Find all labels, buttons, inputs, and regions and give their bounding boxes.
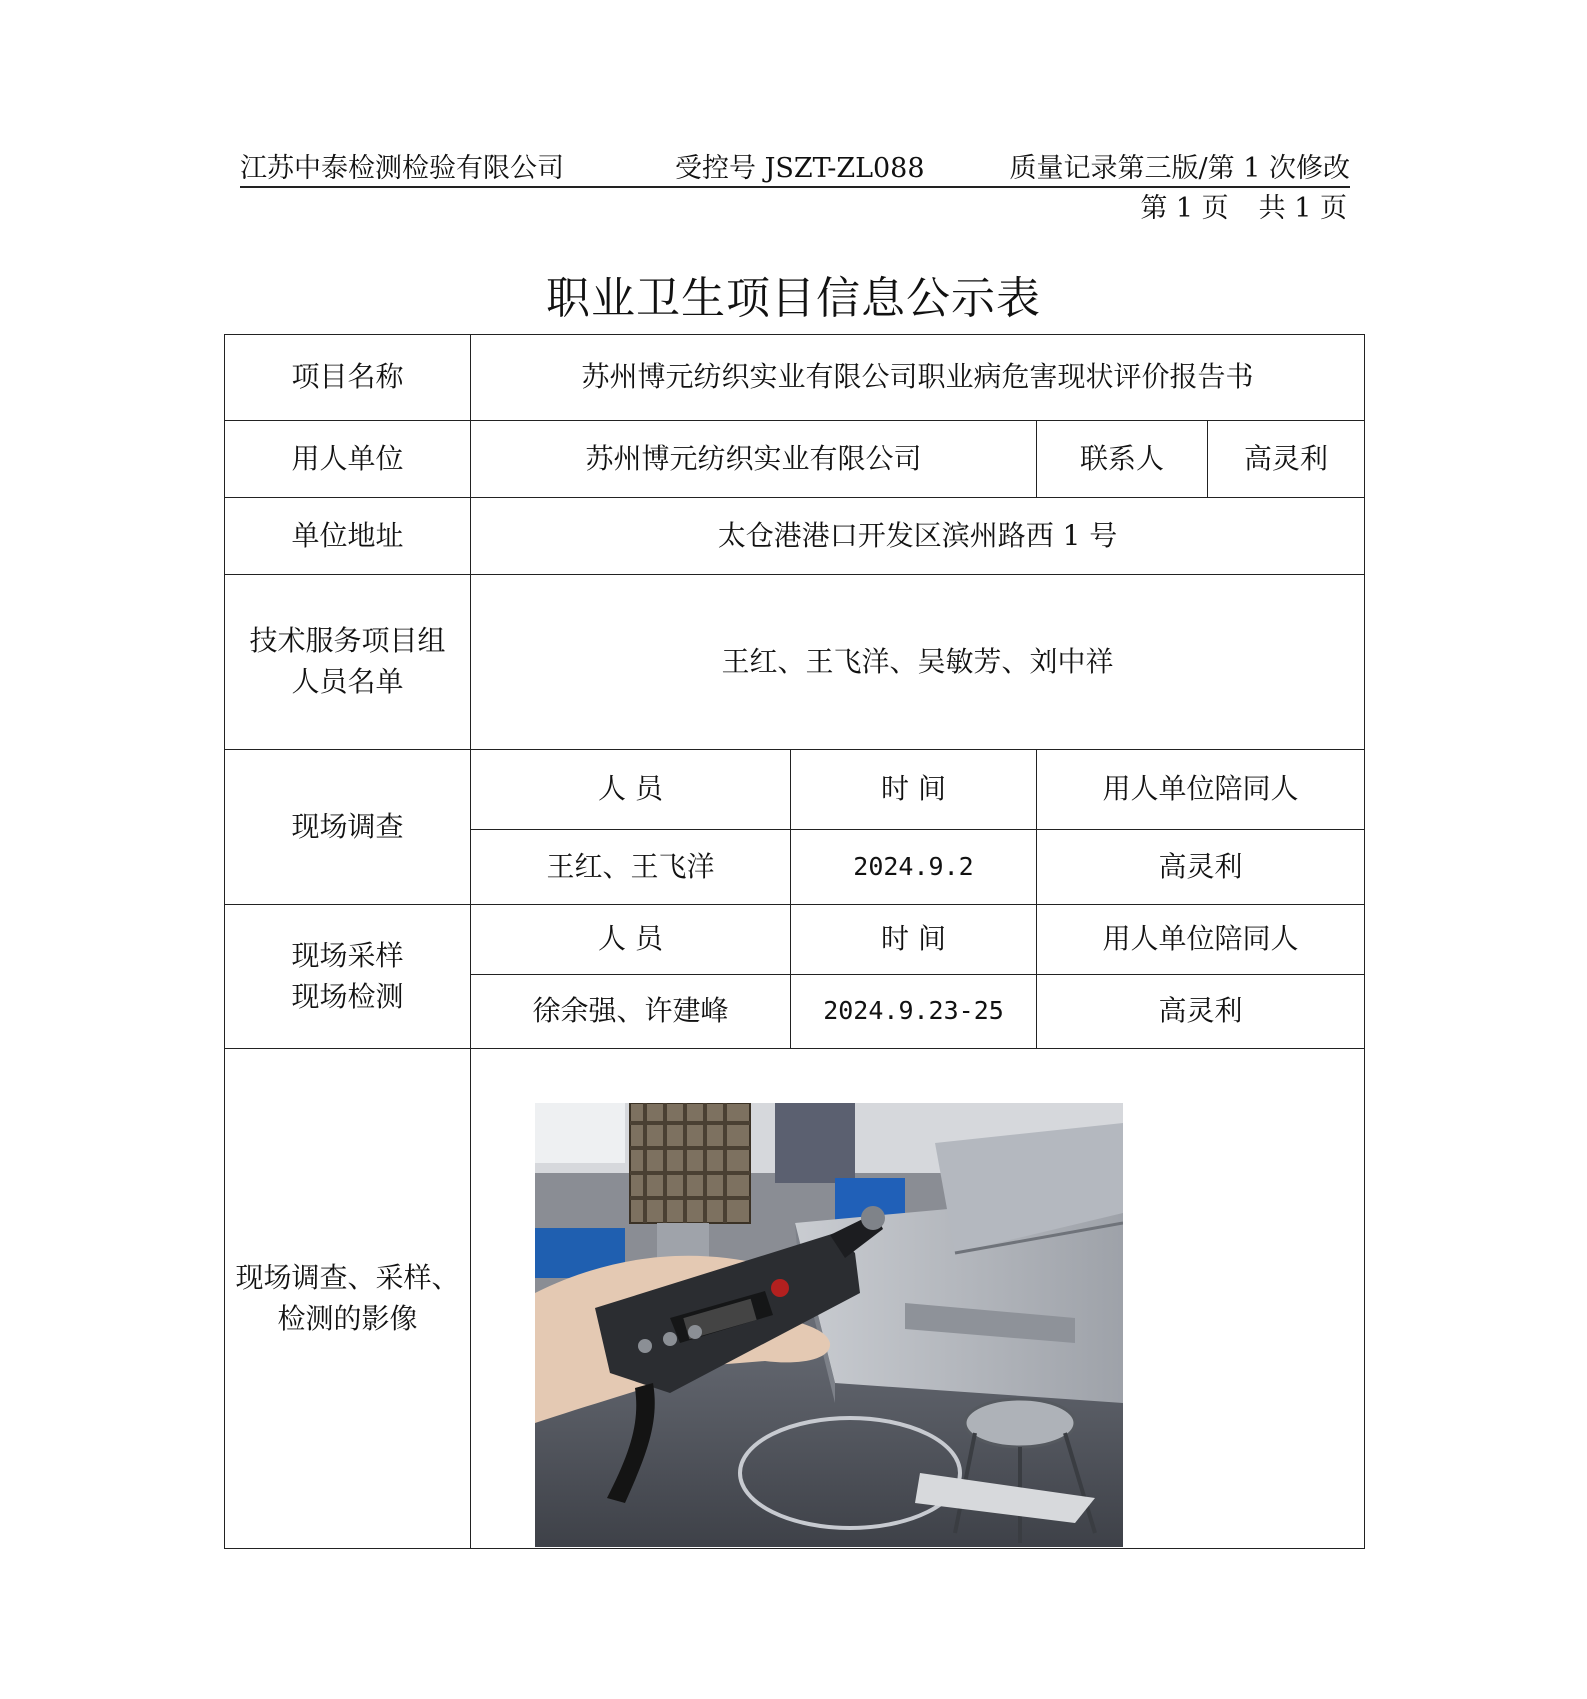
sampling-companion-header: 用人单位陪同人	[1037, 905, 1365, 975]
control-number: 受控号 JSZT-ZL088	[675, 153, 925, 184]
table-row	[225, 421, 1365, 498]
address-label: 单位地址	[225, 498, 471, 575]
site-photo	[535, 1103, 1123, 1547]
project-name-label: 项目名称	[225, 335, 471, 421]
team-members-value: 王红、王飞洋、吴敏芳、刘中祥	[471, 575, 1365, 750]
table-row	[225, 1049, 1365, 1549]
document-header	[240, 140, 1350, 188]
contact-value: 高灵利	[1208, 421, 1365, 498]
team-label-line1: 技术服务项目组	[249, 624, 446, 658]
sampling-personnel-value: 徐余强、许建峰	[471, 975, 791, 1049]
survey-companion-header: 用人单位陪同人	[1037, 750, 1365, 830]
survey-personnel-header: 人 员	[471, 750, 791, 830]
table-row	[225, 905, 1365, 975]
survey-personnel-value: 王红、王飞洋	[471, 830, 791, 905]
project-info-table	[224, 334, 1365, 1549]
sampling-companion-value: 高灵利	[1037, 975, 1365, 1049]
table-row	[225, 575, 1365, 750]
employer-label: 用人单位	[225, 421, 471, 498]
table-row	[225, 498, 1365, 575]
employer-value: 苏州博元纺织实业有限公司	[471, 421, 1037, 498]
company-name: 江苏中泰检测检验有限公司	[240, 153, 564, 184]
photo-label-line2: 检测的影像	[277, 1301, 418, 1335]
quality-record-version: 质量记录第三版/第 1 次修改	[1009, 153, 1350, 184]
photo-label	[225, 1049, 471, 1549]
team-label	[225, 575, 471, 750]
sampling-personnel-header: 人 员	[471, 905, 791, 975]
project-name-value: 苏州博元纺织实业有限公司职业病危害现状评价报告书	[471, 335, 1365, 421]
table-row	[225, 335, 1365, 421]
team-label-line2: 人员名单	[291, 665, 404, 698]
page-number	[1140, 186, 1347, 225]
window	[535, 1103, 625, 1163]
survey-label: 现场调查	[225, 750, 471, 905]
sampling-label	[225, 905, 471, 1049]
sampling-time-header: 时 间	[791, 905, 1037, 975]
photo-label-line1: 现场调查、采样、	[235, 1260, 460, 1294]
page-total: 共 1 页	[1258, 193, 1347, 224]
contact-label: 联系人	[1037, 421, 1208, 498]
page-title: 职业卫生项目信息公示表	[546, 273, 1041, 324]
sampling-label-line1: 现场采样	[291, 938, 404, 972]
sampling-label-line2: 现场检测	[291, 979, 404, 1013]
sampling-time-value: 2024.9.23-25	[791, 975, 1037, 1049]
survey-companion-value: 高灵利	[1037, 830, 1365, 905]
page-current: 第 1 页	[1140, 193, 1229, 224]
address-value: 太仓港港口开发区滨州路西 1 号	[471, 498, 1365, 575]
photo-cell	[471, 1049, 1365, 1549]
survey-time-header: 时 间	[791, 750, 1037, 830]
table-row	[225, 750, 1365, 830]
survey-time-value: 2024.9.2	[791, 830, 1037, 905]
wall-panel	[775, 1103, 855, 1183]
